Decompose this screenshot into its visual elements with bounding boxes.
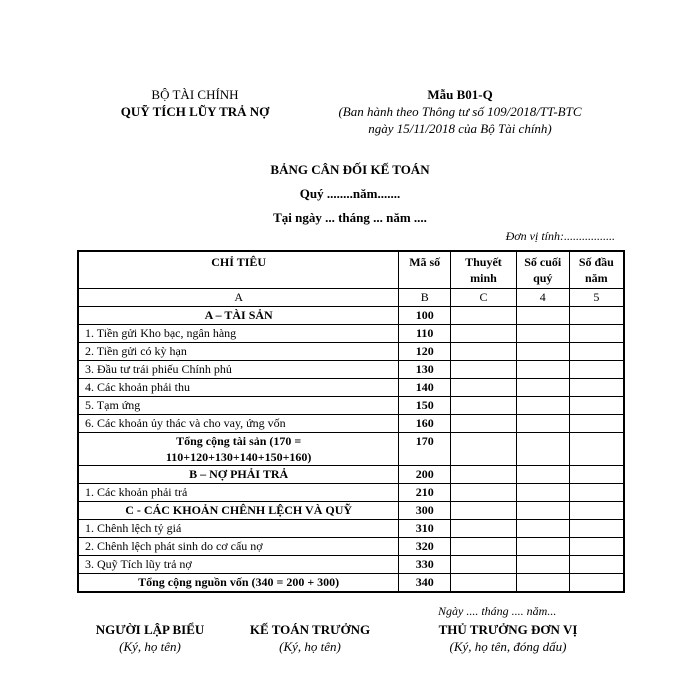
preparer-note: (Ký, họ tên) (119, 639, 181, 654)
issuer-header (95, 86, 295, 120)
table-row (78, 466, 624, 484)
col-header-end-quarter: Số cuối quý (516, 251, 569, 289)
row-label: 2. Chênh lệch phát sinh do cơ cấu nợ (78, 538, 399, 556)
index-cell: C (451, 289, 517, 307)
row-code: 160 (399, 415, 451, 433)
note-cell (451, 397, 517, 415)
row-code: 170 (399, 433, 451, 466)
row-code: 120 (399, 343, 451, 361)
index-cell: 4 (516, 289, 569, 307)
end-quarter-cell (516, 502, 569, 520)
accountant-note: (Ký, họ tên) (279, 639, 341, 654)
balance-sheet-table (77, 250, 625, 593)
row-code: 100 (399, 307, 451, 325)
row-code: 300 (399, 502, 451, 520)
table-row (78, 538, 624, 556)
row-label: 5. Tạm ứng (78, 397, 399, 415)
index-cell: A (78, 289, 399, 307)
end-quarter-cell (516, 484, 569, 502)
begin-year-cell (569, 538, 624, 556)
note-cell (451, 484, 517, 502)
row-code: 210 (399, 484, 451, 502)
row-code: 330 (399, 556, 451, 574)
begin-year-cell (569, 556, 624, 574)
begin-year-cell (569, 415, 624, 433)
end-quarter-cell (516, 379, 569, 397)
row-code: 110 (399, 325, 451, 343)
begin-year-cell (569, 484, 624, 502)
begin-year-cell (569, 433, 624, 466)
end-quarter-cell (516, 556, 569, 574)
end-quarter-cell (516, 397, 569, 415)
table-row (78, 379, 624, 397)
note-cell (451, 361, 517, 379)
table-row (78, 307, 624, 325)
signature-date: Ngày .... tháng .... năm... (438, 604, 557, 618)
form-issuance-line: (Ban hành theo Thông tư số 109/2018/TT-BTC (338, 104, 582, 119)
begin-year-cell (569, 379, 624, 397)
head-signature (408, 621, 608, 655)
begin-year-cell (569, 574, 624, 593)
begin-year-cell (569, 361, 624, 379)
head-note: (Ký, họ tên, đóng dấu) (449, 639, 567, 654)
row-label: Tổng cộng nguồn vốn (340 = 200 + 300) (78, 574, 399, 593)
begin-year-cell (569, 520, 624, 538)
note-cell (451, 379, 517, 397)
note-cell (451, 538, 517, 556)
end-quarter-cell (516, 433, 569, 466)
end-quarter-cell (516, 538, 569, 556)
table-row (78, 556, 624, 574)
accountant-title: KẾ TOÁN TRƯỞNG (249, 622, 371, 637)
ministry-name: BỘ TÀI CHÍNH (151, 87, 239, 102)
note-cell (451, 520, 517, 538)
end-quarter-cell (516, 574, 569, 593)
document-title-block (0, 158, 700, 230)
col-header-note: Thuyết minh (451, 251, 517, 289)
row-code: 130 (399, 361, 451, 379)
begin-year-cell (569, 397, 624, 415)
table-row (78, 397, 624, 415)
currency-unit: Đơn vị tính:................. (505, 229, 615, 243)
begin-year-cell (569, 307, 624, 325)
row-code: 140 (399, 379, 451, 397)
table-row (78, 433, 624, 466)
row-label: B – NỢ PHẢI TRẢ (78, 466, 399, 484)
note-cell (451, 343, 517, 361)
begin-year-cell (569, 325, 624, 343)
table-row (78, 325, 624, 343)
begin-year-cell (569, 343, 624, 361)
row-label: C - CÁC KHOẢN CHÊNH LỆCH VÀ QUỸ (78, 502, 399, 520)
table-row (78, 484, 624, 502)
fund-name: QUỸ TÍCH LŨY TRẢ NỢ (120, 104, 270, 119)
row-label: 3. Quỹ Tích lũy trả nợ (78, 556, 399, 574)
row-label: 2. Tiền gửi có kỳ hạn (78, 343, 399, 361)
row-label: 1. Các khoản phải trả (78, 484, 399, 502)
table-row (78, 343, 624, 361)
note-cell (451, 325, 517, 343)
row-label: 1. Tiền gửi Kho bạc, ngân hàng (78, 325, 399, 343)
row-label: 1. Chênh lệch tỷ giá (78, 520, 399, 538)
table-row (78, 520, 624, 538)
preparer-title: NGƯỜI LẬP BIỂU (95, 622, 205, 637)
note-cell (451, 307, 517, 325)
end-quarter-cell (516, 307, 569, 325)
table-row (78, 415, 624, 433)
accountant-signature (210, 621, 410, 655)
row-code: 200 (399, 466, 451, 484)
index-cell: 5 (569, 289, 624, 307)
form-issuance-date: ngày 15/11/2018 của Bộ Tài chính) (368, 121, 552, 136)
row-code: 310 (399, 520, 451, 538)
document-date: Tại ngày ... tháng ... năm .... (273, 210, 427, 225)
note-cell (451, 574, 517, 593)
row-label: 6. Các khoản ủy thác và cho vay, ứng vốn (78, 415, 399, 433)
note-cell (451, 466, 517, 484)
document-title: BẢNG CÂN ĐỐI KẾ TOÁN (270, 162, 430, 177)
head-title: THỦ TRƯỞNG ĐƠN VỊ (438, 622, 578, 637)
row-label: 4. Các khoản phải thu (78, 379, 399, 397)
table-row (78, 574, 624, 593)
end-quarter-cell (516, 325, 569, 343)
end-quarter-cell (516, 415, 569, 433)
index-cell: B (399, 289, 451, 307)
col-header-begin-year: Số đầu năm (569, 251, 624, 289)
begin-year-cell (569, 466, 624, 484)
row-label: Tổng cộng tài sản (170 = 110+120+130+140+150+160) (78, 433, 399, 466)
end-quarter-cell (516, 520, 569, 538)
end-quarter-cell (516, 466, 569, 484)
row-label: A – TÀI SẢN (78, 307, 399, 325)
index-row (78, 289, 624, 307)
table-row (78, 502, 624, 520)
col-header-indicator: CHỈ TIÊU (78, 251, 399, 289)
document-period: Quý ........năm....... (299, 186, 401, 201)
row-code: 320 (399, 538, 451, 556)
form-header (315, 86, 605, 137)
note-cell (451, 415, 517, 433)
table-row (78, 361, 624, 379)
note-cell (451, 502, 517, 520)
row-code: 340 (399, 574, 451, 593)
row-code: 150 (399, 397, 451, 415)
form-code: Mẫu B01-Q (427, 87, 493, 102)
end-quarter-cell (516, 361, 569, 379)
begin-year-cell (569, 502, 624, 520)
note-cell (451, 433, 517, 466)
note-cell (451, 556, 517, 574)
row-label: 3. Đầu tư trái phiếu Chính phủ (78, 361, 399, 379)
end-quarter-cell (516, 343, 569, 361)
col-header-code: Mã số (399, 251, 451, 289)
